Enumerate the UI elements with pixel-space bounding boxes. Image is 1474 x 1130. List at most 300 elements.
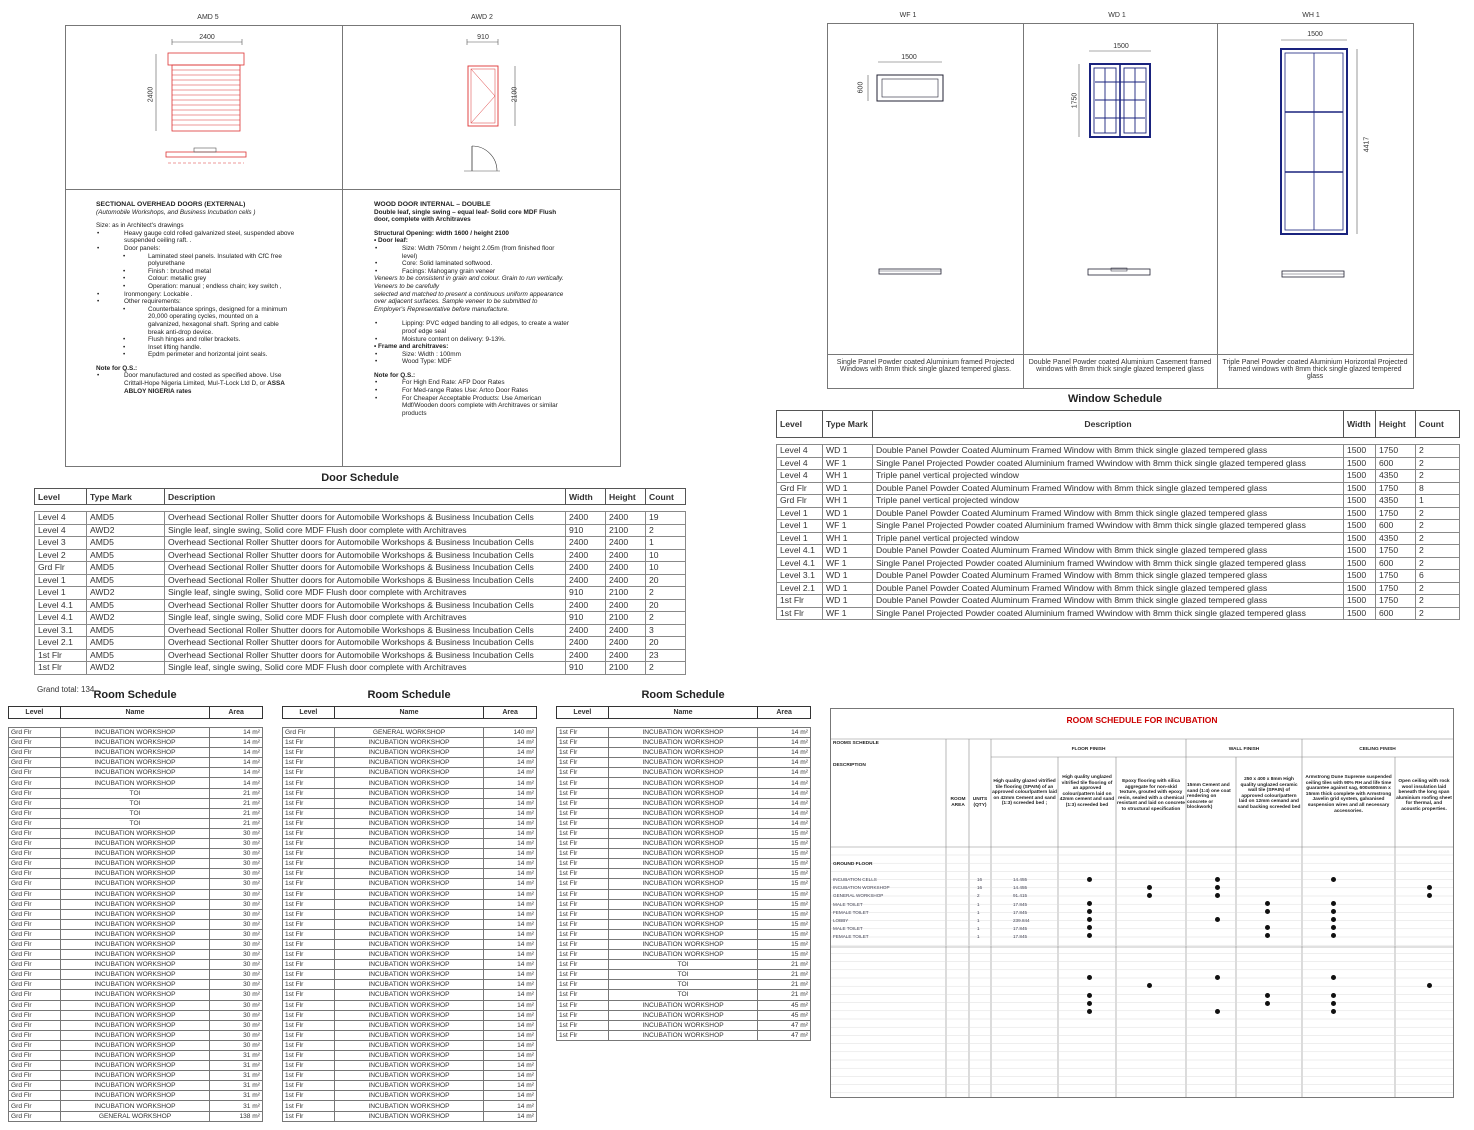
door-schedule-body — [35, 505, 686, 675]
amd5-spec-line: • Colour: metallic grey — [96, 275, 336, 283]
room-schedule-cell: 14 m² — [484, 950, 537, 960]
door-schedule-cell: 2400 — [566, 549, 606, 562]
table-row — [557, 818, 811, 828]
room-schedule-cell: 21 m² — [758, 970, 811, 980]
room-schedule-cell: 1st Flr — [557, 990, 609, 1000]
door-panel-hdivider — [66, 189, 620, 190]
incubation-room-units: 16 — [977, 877, 983, 882]
rooms-schedule-label: ROOMS SCHEDULE — [833, 741, 879, 746]
door-schedule-cell: Overhead Sectional Roller Shutter doors for Automobile Workshops & Business Incubation Cells — [165, 624, 566, 637]
room-schedule-cell: INCUBATION WORKSHOP — [334, 950, 483, 960]
room-schedule-cell: 1st Flr — [557, 778, 609, 788]
room-schedule-cell: INCUBATION WORKSHOP — [60, 768, 209, 778]
table-row — [35, 612, 686, 625]
table-row — [35, 599, 686, 612]
room-schedule-cell: Grd Flr — [9, 738, 61, 748]
incubation-room-units: 2 — [977, 893, 980, 899]
room-schedule-cell: Grd Flr — [9, 939, 61, 949]
amd5-spec-subtitle: (Automobile Workshops, and Business Incubation cells ) — [96, 208, 256, 216]
room-schedule-cell: INCUBATION WORKSHOP — [60, 1101, 209, 1111]
room-schedule-cell: 47 m² — [758, 1030, 811, 1040]
window-schedule-cell: WF 1 — [823, 457, 873, 470]
room-schedule-cell: 15 m² — [758, 869, 811, 879]
table-row — [283, 849, 537, 859]
door-schedule-cell: Overhead Sectional Roller Shutter doors for Automobile Workshops & Business Incubation Cells — [165, 549, 566, 562]
room-schedule-cell: TOI — [608, 990, 757, 1000]
table-row — [9, 990, 263, 1000]
window-schedule-cell: 1500 — [1344, 582, 1376, 595]
incubation-room-units: 1 — [977, 926, 980, 932]
window-schedule-cell: 1500 — [1344, 470, 1376, 483]
table-row — [557, 1030, 811, 1040]
room-schedule-cell: INCUBATION WORKSHOP — [608, 879, 757, 889]
room-schedule-cell: 14 m² — [484, 1000, 537, 1010]
finish-marker-dot — [1331, 917, 1336, 922]
incubation-room-name: LOBBY — [833, 918, 849, 923]
door-schedule-cell: 2400 — [606, 562, 646, 575]
room-schedule-cell: 14 m² — [484, 738, 537, 748]
door-schedule-cell: Grd Flr — [35, 562, 87, 575]
floor-finish-option-2: High quality unglazed vitrified tile flooring of an approved colour/pattern laid on 42mm cement and sand (1:3) screeded bed — [1059, 775, 1115, 808]
room-schedule-cell: 31 m² — [210, 1061, 263, 1071]
table-row — [557, 728, 811, 738]
table-row — [557, 808, 811, 818]
room-schedule-cell: 30 m² — [210, 909, 263, 919]
door-schedule-cell: 23 — [646, 649, 686, 662]
awd2-note-line: • For Med-range Rates Use: Artco Door Rates — [374, 387, 614, 395]
room-schedule-cell: INCUBATION WORKSHOP — [60, 1071, 209, 1081]
door-schedule-column-header: Level — [35, 489, 87, 505]
room-schedule-cell: INCUBATION WORKSHOP — [334, 1000, 483, 1010]
table-row — [777, 445, 1460, 458]
amd5-note-line: ASSA — [267, 380, 285, 388]
room-schedule-cell: 1st Flr — [283, 869, 335, 879]
window-schedule-title: Window Schedule — [1067, 393, 1162, 405]
amd5-spec-size: Size: as in Architect's drawings — [96, 222, 184, 230]
room-schedule-table-1 — [8, 706, 263, 1122]
table-row — [557, 839, 811, 849]
door-schedule-cell: Overhead Sectional Roller Shutter doors for Automobile Workshops & Business Incubation Cells — [165, 562, 566, 575]
amd5-spec-line: • Finish : brushed metal — [96, 268, 336, 276]
room-schedule-cell: INCUBATION WORKSHOP — [60, 889, 209, 899]
room-schedule-cell: INCUBATION WORKSHOP — [334, 839, 483, 849]
room-schedule-cell: Grd Flr — [9, 980, 61, 990]
room-schedule-cell: 30 m² — [210, 950, 263, 960]
finish-marker-dot — [1265, 933, 1270, 938]
table-row — [9, 839, 263, 849]
door-schedule-cell: Overhead Sectional Roller Shutter doors for Automobile Workshops & Business Incubation Cells — [165, 574, 566, 587]
table-row — [283, 889, 537, 899]
table-row — [777, 607, 1460, 620]
door-schedule-cell: 1st Flr — [35, 649, 87, 662]
room-schedule-cell: INCUBATION WORKSHOP — [334, 828, 483, 838]
door-schedule-cell: AMD5 — [87, 537, 165, 550]
room-schedule-cell: 14 m² — [484, 798, 537, 808]
incubation-room-area: 17.845 — [1013, 934, 1028, 940]
table-row — [283, 748, 537, 758]
room-schedule-cell: INCUBATION WORKSHOP — [334, 768, 483, 778]
room-schedule-cell: 138 m² — [210, 1111, 263, 1121]
window-schedule-cell: WF 1 — [823, 520, 873, 533]
window-schedule-cell: WF 1 — [823, 557, 873, 570]
window-schedule-cell: Grd Flr — [777, 495, 823, 508]
table-row — [35, 662, 686, 675]
window-schedule-cell: 2 — [1416, 532, 1460, 545]
awd2-spec-line: Employer's Representative before manufacture. — [374, 305, 510, 313]
awd2-spec-line: Structural Opening: width 1600 / height 2100 — [374, 229, 509, 237]
amd5-width-dim: 2400 — [199, 34, 215, 41]
window-schedule-cell: 1500 — [1344, 495, 1376, 508]
window-panel-hdivider — [828, 354, 1413, 355]
table-row — [283, 1020, 537, 1030]
amd5-note-heading: Note for Q.S.: — [96, 364, 138, 372]
awd2-height-dim: 2100 — [511, 86, 519, 103]
room-schedule-cell: Grd Flr — [283, 728, 335, 738]
door-schedule-cell: 910 — [566, 587, 606, 600]
window-schedule-cell: 8 — [1416, 482, 1460, 495]
door-schedule-header — [35, 489, 686, 505]
table-row — [9, 1101, 263, 1111]
table-row — [9, 939, 263, 949]
door-schedule-cell: AWD2 — [87, 662, 165, 675]
awd2-spec-line: Veneers to be consistent in grain and colour. Grain to run vertically. — [374, 275, 564, 283]
amd5-spec-line: • Door panels: — [96, 245, 336, 253]
table-row — [557, 828, 811, 838]
wf1-description: Single Panel Powder coated Aluminium framed Projected Windows with 8mm thick single glazed tempered glass. — [836, 359, 1015, 373]
table-row — [557, 758, 811, 768]
table-row — [283, 1081, 537, 1091]
awd2-spec-line: over adjacent surfaces. Sample veneer to be submitted to — [374, 298, 538, 306]
door-schedule-cell: Level 1 — [35, 587, 87, 600]
table-row — [35, 574, 686, 587]
door-schedule-cell: AMD5 — [87, 574, 165, 587]
door-schedule-cell: 2400 — [606, 549, 646, 562]
room-schedule-cell: TOI — [60, 798, 209, 808]
room-schedule-cell: Grd Flr — [9, 1030, 61, 1040]
awd2-note-line: • For Cheaper Acceptable Products: Use American — [374, 395, 614, 403]
window-schedule-cell: 2 — [1416, 507, 1460, 520]
door-schedule-cell: Level 4 — [35, 512, 87, 525]
window-schedule-cell: Level 4 — [777, 470, 823, 483]
table-row — [557, 919, 811, 929]
room-schedule-cell: Grd Flr — [9, 899, 61, 909]
incubation-room-name: INCUBATION WORKSHOP — [833, 885, 890, 891]
window-schedule-column-header: Count — [1416, 411, 1460, 438]
room-schedule-cell: INCUBATION WORKSHOP — [334, 939, 483, 949]
incubation-room-name: MALE TOILET — [833, 926, 863, 932]
table-row — [9, 859, 263, 869]
finish-marker-dot — [1331, 993, 1336, 998]
amd5-label: AMD 5 — [197, 14, 219, 21]
room-schedule-cell: 31 m² — [210, 1071, 263, 1081]
door-schedule-cell: 2100 — [606, 587, 646, 600]
room-schedule-cell: INCUBATION WORKSHOP — [334, 889, 483, 899]
awd2-elevation-drawing — [342, 26, 620, 189]
amd5-spec-line: • Operation: manual ; endless chain; key switch , — [96, 283, 336, 291]
room-schedule-cell: 14 m² — [484, 839, 537, 849]
incubation-room-area: 17.845 — [1013, 909, 1028, 915]
room-schedule-cell: 30 m² — [210, 990, 263, 1000]
table-row — [557, 1010, 811, 1020]
room-schedule-cell: Grd Flr — [9, 798, 61, 808]
table-row — [9, 929, 263, 939]
table-row — [283, 778, 537, 788]
room-schedule-cell: 21 m² — [210, 808, 263, 818]
room-schedule-cell: 1st Flr — [283, 990, 335, 1000]
room-schedule-cell: INCUBATION WORKSHOP — [334, 869, 483, 879]
finish-marker-dot — [1265, 901, 1270, 906]
table-row — [283, 939, 537, 949]
room-schedule-column-header: Level — [557, 707, 609, 719]
room-schedule-column-header: Area — [484, 707, 537, 719]
room-schedule-cell: 30 m² — [210, 889, 263, 899]
door-schedule-cell: Single leaf, single swing, Solid core MDF Flush door complete with Architraves — [165, 587, 566, 600]
room-schedule-cell: 31 m² — [210, 1051, 263, 1061]
window-schedule-cell: WD 1 — [823, 582, 873, 595]
room-schedule-cell: INCUBATION WORKSHOP — [334, 798, 483, 808]
room-schedule-cell: Grd Flr — [9, 1020, 61, 1030]
room-schedule-cell: Grd Flr — [9, 1040, 61, 1050]
room-schedule-cell: 1st Flr — [283, 808, 335, 818]
room-schedule-cell: 1st Flr — [557, 768, 609, 778]
door-schedule-cell: Level 3 — [35, 537, 87, 550]
door-schedule-cell: Overhead Sectional Roller Shutter doors for Automobile Workshops & Business Incubation Cells — [165, 537, 566, 550]
room-schedule-column-header: Name — [60, 707, 209, 719]
wd1-height-dim: 1750 — [1071, 92, 1079, 109]
room-schedule-cell: 30 m² — [210, 980, 263, 990]
door-schedule-cell: Level 4 — [35, 524, 87, 537]
table-row — [557, 859, 811, 869]
door-schedule-cell: AMD5 — [87, 512, 165, 525]
room-schedule-cell: 31 m² — [210, 1101, 263, 1111]
amd5-spec-line: • Other requirements: — [96, 298, 336, 306]
door-grand-total: Grand total: 134 — [37, 685, 95, 694]
room-schedule-cell: 21 m² — [210, 788, 263, 798]
door-elevations-panel — [65, 25, 621, 467]
room-schedule-cell: 1st Flr — [283, 889, 335, 899]
finish-marker-dot — [1265, 1001, 1270, 1006]
room-schedule-cell: INCUBATION WORKSHOP — [334, 818, 483, 828]
wh1-width-dim: 1500 — [1307, 31, 1323, 38]
room-schedule-cell: 1st Flr — [283, 1010, 335, 1020]
room-schedule-cell: INCUBATION WORKSHOP — [608, 1020, 757, 1030]
room-schedule-cell: Grd Flr — [9, 1111, 61, 1121]
room-schedule-cell: Grd Flr — [9, 788, 61, 798]
room-schedule-title-2: Room Schedule — [367, 689, 451, 701]
room-schedule-cell: 15 m² — [758, 950, 811, 960]
room-schedule-cell: Grd Flr — [9, 990, 61, 1000]
table-row — [9, 889, 263, 899]
room-schedule-cell: INCUBATION WORKSHOP — [608, 758, 757, 768]
table-row — [9, 879, 263, 889]
floor-finish-option-3: Epoxy flooring with silica aggregate for non-skid texture, grouted with epoxy resin, sealed with a chemical resistant and laid on concrete to structural specification — [1117, 779, 1185, 812]
window-schedule-cell: 600 — [1376, 557, 1416, 570]
room-schedule-cell: GENERAL WORKSHOP — [334, 728, 483, 738]
room-schedule-column-header: Name — [334, 707, 483, 719]
room-schedule-cell: 1st Flr — [283, 1061, 335, 1071]
room-schedule-cell: 14 m² — [484, 748, 537, 758]
room-schedule-cell: 14 m² — [484, 970, 537, 980]
incubation-room-units: 1 — [977, 934, 980, 940]
table-row — [283, 1030, 537, 1040]
amd5-note-line: • Door manufactured and costed as specified above. Use — [96, 372, 336, 380]
window-schedule-column-header: Height — [1376, 411, 1416, 438]
amd5-spec-title: SECTIONAL OVERHEAD DOORS (EXTERNAL) — [96, 201, 246, 208]
room-schedule-cell: INCUBATION WORKSHOP — [60, 859, 209, 869]
table-row — [557, 1000, 811, 1010]
room-schedule-cell: Grd Flr — [9, 818, 61, 828]
room-schedule-cell: 1st Flr — [283, 839, 335, 849]
room-schedule-cell: INCUBATION WORKSHOP — [334, 849, 483, 859]
ceiling-finish-label: CEILING FINISH — [1359, 747, 1396, 752]
room-schedule-cell: Grd Flr — [9, 1091, 61, 1101]
units-label: UNITS (QTY) — [972, 797, 988, 808]
table-row — [9, 808, 263, 818]
room-schedule-cell: INCUBATION WORKSHOP — [334, 879, 483, 889]
room-schedule-cell: 1st Flr — [283, 939, 335, 949]
door-schedule-cell: Level 2.1 — [35, 637, 87, 650]
room-schedule-cell: 14 m² — [210, 728, 263, 738]
door-schedule-cell: 20 — [646, 574, 686, 587]
room-schedule-cell: INCUBATION WORKSHOP — [608, 1000, 757, 1010]
window-schedule-cell: 600 — [1376, 457, 1416, 470]
door-schedule-column-header: Type Mark — [87, 489, 165, 505]
room-schedule-header — [557, 707, 811, 719]
room-schedule-cell: 1st Flr — [557, 899, 609, 909]
room-schedule-cell: 1st Flr — [557, 758, 609, 768]
table-row — [557, 768, 811, 778]
wd1-width-dim: 1500 — [1113, 43, 1129, 50]
finish-marker-dot — [1331, 877, 1336, 882]
window-schedule-cell: 4350 — [1376, 470, 1416, 483]
incubation-room-units: 1 — [977, 909, 980, 915]
wd1-elevation-drawing — [1023, 24, 1217, 354]
room-schedule-cell: 1st Flr — [283, 1051, 335, 1061]
awd2-spec-line: • Size: Width 750mm / height 2.05m (from finished floor — [374, 245, 614, 253]
table-row — [777, 582, 1460, 595]
room-schedule-cell: INCUBATION WORKSHOP — [608, 899, 757, 909]
room-schedule-cell: 30 m² — [210, 1030, 263, 1040]
window-schedule-cell: 4350 — [1376, 495, 1416, 508]
awd2-spec-line: • Door leaf: — [374, 237, 408, 245]
room-schedule-cell: 1st Flr — [283, 1030, 335, 1040]
room-schedule-cell: INCUBATION WORKSHOP — [334, 970, 483, 980]
table-row — [283, 1010, 537, 1020]
room-schedule-cell: 1st Flr — [557, 818, 609, 828]
room-schedule-cell: TOI — [608, 980, 757, 990]
room-schedule-cell: 1st Flr — [557, 788, 609, 798]
room-schedule-cell: INCUBATION WORKSHOP — [608, 818, 757, 828]
awd2-spec-line: Veneers to be carefully — [374, 282, 440, 290]
table-row — [557, 778, 811, 788]
room-schedule-cell: 14 m² — [484, 1091, 537, 1101]
room-schedule-cell: 1st Flr — [557, 1020, 609, 1030]
room-schedule-cell: 14 m² — [484, 1111, 537, 1121]
table-row — [283, 990, 537, 1000]
window-schedule-cell: Triple panel vertical projected window — [873, 495, 1344, 508]
room-schedule-cell: 30 m² — [210, 1010, 263, 1020]
finish-marker-dot — [1215, 917, 1220, 922]
table-row — [9, 778, 263, 788]
table-row — [283, 960, 537, 970]
room-schedule-cell: 30 m² — [210, 970, 263, 980]
table-row — [557, 1020, 811, 1030]
door-schedule-cell: 2400 — [566, 649, 606, 662]
finish-marker-dot — [1427, 983, 1432, 988]
door-schedule-cell: 2400 — [606, 537, 646, 550]
room-schedule-cell: Grd Flr — [9, 1010, 61, 1020]
table-row — [9, 818, 263, 828]
table-row — [283, 828, 537, 838]
room-schedule-header — [283, 707, 537, 719]
awd2-spec-line: • Wood Type: MDF — [374, 358, 614, 366]
window-schedule-cell: Double Panel Powder Coated Aluminum Framed Window with 8mm thick single glazed tempered glass — [873, 570, 1344, 583]
finish-marker-dot — [1427, 885, 1432, 890]
door-schedule-cell: 2100 — [606, 662, 646, 675]
room-schedule-cell: 14 m² — [758, 808, 811, 818]
room-schedule-cell: 1st Flr — [557, 909, 609, 919]
door-schedule-cell: 910 — [566, 524, 606, 537]
awd2-spec-line: • Lipping: PVC edged banding to all edges, to create a water — [374, 320, 614, 328]
table-row — [557, 879, 811, 889]
room-schedule-cell: Grd Flr — [9, 869, 61, 879]
table-row — [9, 1020, 263, 1030]
room-schedule-cell: 1st Flr — [283, 778, 335, 788]
wall-finish-option-2: 250 x 400 x 8mm High quality unglazed ceramic wall tile (SPAIN) of approved colour/pattern laid on 12mm cemand and sand backing screeded bed — [1237, 777, 1301, 810]
room-schedule-cell: 1st Flr — [283, 919, 335, 929]
wf1-height-dim: 600 — [857, 81, 865, 94]
room-schedule-cell: Grd Flr — [9, 1051, 61, 1061]
room-schedule-cell: 1st Flr — [283, 1101, 335, 1111]
window-schedule-cell: WD 1 — [823, 445, 873, 458]
room-schedule-cell: 14 m² — [484, 1010, 537, 1020]
room-schedule-cell: Grd Flr — [9, 758, 61, 768]
room-schedule-cell: 1st Flr — [283, 859, 335, 869]
door-schedule-cell: 2400 — [606, 637, 646, 650]
table-row — [9, 748, 263, 758]
window-schedule-cell: 1750 — [1376, 545, 1416, 558]
room-schedule-cell: INCUBATION WORKSHOP — [608, 738, 757, 748]
room-schedule-cell: 1st Flr — [557, 728, 609, 738]
finish-marker-dot — [1215, 1009, 1220, 1014]
room-schedule-cell: INCUBATION WORKSHOP — [608, 768, 757, 778]
room-schedule-cell: 1st Flr — [283, 798, 335, 808]
awd2-spec-line: proof edge seal — [402, 327, 447, 335]
room-schedule-cell: 1st Flr — [283, 748, 335, 758]
room-schedule-cell: INCUBATION WORKSHOP — [60, 869, 209, 879]
room-schedule-cell: Grd Flr — [9, 828, 61, 838]
room-schedule-cell: 21 m² — [210, 798, 263, 808]
finish-marker-dot — [1147, 893, 1152, 898]
window-schedule-cell: 1500 — [1344, 482, 1376, 495]
window-schedule-cell: 1500 — [1344, 545, 1376, 558]
room-schedule-cell: 14 m² — [484, 1020, 537, 1030]
room-schedule-cell: 30 m² — [210, 839, 263, 849]
window-schedule-cell: Single Panel Projected Powder coated Aluminium framed Wwindow with 8mm thick single glazed tempered glass — [873, 607, 1344, 620]
room-schedule-cell: 1st Flr — [557, 939, 609, 949]
window-schedule-cell: 1500 — [1344, 607, 1376, 620]
room-schedule-cell: INCUBATION WORKSHOP — [608, 808, 757, 818]
room-schedule-cell: INCUBATION WORKSHOP — [608, 839, 757, 849]
table-row — [283, 808, 537, 818]
room-schedule-cell: INCUBATION WORKSHOP — [60, 1091, 209, 1101]
room-schedule-cell: INCUBATION WORKSHOP — [608, 859, 757, 869]
door-schedule-cell: AMD5 — [87, 562, 165, 575]
window-schedule-header — [777, 411, 1460, 438]
room-schedule-cell: 14 m² — [210, 738, 263, 748]
finish-marker-dot — [1331, 1001, 1336, 1006]
table-row — [9, 950, 263, 960]
